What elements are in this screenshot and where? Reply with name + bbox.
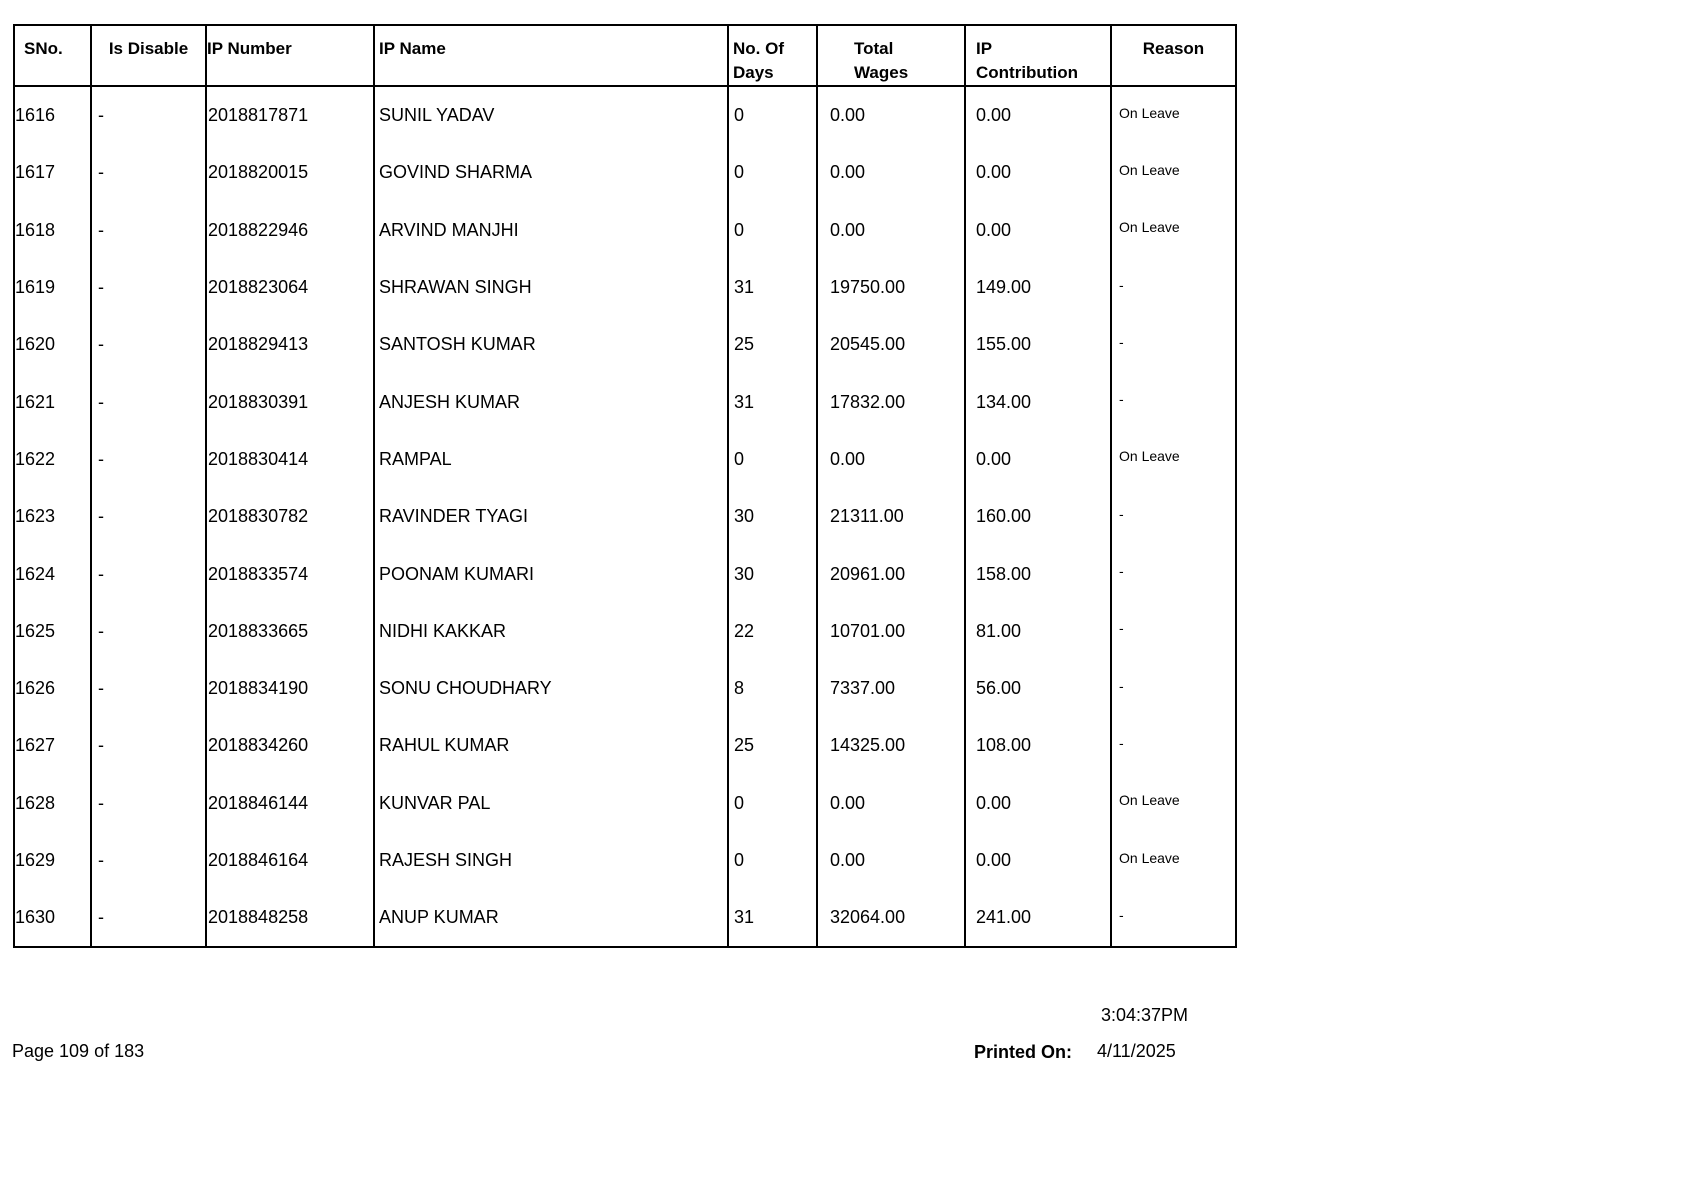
- cell-ip-name: RAJESH SINGH: [374, 832, 728, 889]
- cell-reason: On Leave: [1111, 431, 1236, 488]
- table-row: [14, 202, 1236, 259]
- cell-sno: 1629: [14, 832, 91, 889]
- cell-ip-number: 2018833574: [206, 545, 374, 602]
- cell-sno: 1622: [14, 431, 91, 488]
- header-ip-contribution: IP Contribution: [965, 25, 1111, 86]
- table-row: [14, 431, 1236, 488]
- cell-reason: -: [1111, 259, 1236, 316]
- cell-is-disable: -: [91, 889, 206, 947]
- cell-reason: -: [1111, 889, 1236, 947]
- printed-on-label: Printed On:: [974, 1042, 1072, 1062]
- cell-sno: 1623: [14, 488, 91, 545]
- cell-total-wages: 20545.00: [817, 316, 965, 373]
- cell-ip-name: SONU CHOUDHARY: [374, 660, 728, 717]
- cell-ip-name: ANUP KUMAR: [374, 889, 728, 947]
- cell-no-of-days: 22: [728, 603, 817, 660]
- cell-sno: 1616: [14, 86, 91, 144]
- cell-sno: 1621: [14, 373, 91, 430]
- cell-total-wages: 0.00: [817, 832, 965, 889]
- header-row: [14, 25, 1236, 86]
- cell-reason: -: [1111, 717, 1236, 774]
- cell-ip-number: 2018823064: [206, 259, 374, 316]
- cell-sno: 1625: [14, 603, 91, 660]
- cell-ip-contribution: 0.00: [965, 431, 1111, 488]
- cell-ip-name: ARVIND MANJHI: [374, 202, 728, 259]
- table-row: [14, 373, 1236, 430]
- cell-is-disable: -: [91, 144, 206, 201]
- cell-sno: 1626: [14, 660, 91, 717]
- cell-reason: On Leave: [1111, 86, 1236, 144]
- cell-ip-number: 2018846144: [206, 775, 374, 832]
- table-header: [14, 25, 1236, 86]
- cell-total-wages: 0.00: [817, 86, 965, 144]
- cell-sno: 1617: [14, 144, 91, 201]
- cell-sno: 1620: [14, 316, 91, 373]
- cell-sno: 1619: [14, 259, 91, 316]
- cell-ip-number: 2018822946: [206, 202, 374, 259]
- cell-is-disable: -: [91, 832, 206, 889]
- cell-no-of-days: 30: [728, 488, 817, 545]
- cell-ip-contribution: 155.00: [965, 316, 1111, 373]
- cell-total-wages: 0.00: [817, 202, 965, 259]
- cell-total-wages: 20961.00: [817, 545, 965, 602]
- cell-no-of-days: 31: [728, 373, 817, 430]
- cell-ip-name: ANJESH KUMAR: [374, 373, 728, 430]
- cell-total-wages: 0.00: [817, 431, 965, 488]
- cell-ip-number: 2018817871: [206, 86, 374, 144]
- header-no-of-days: No. Of Days: [728, 25, 817, 86]
- cell-sno: 1630: [14, 889, 91, 947]
- table-row: [14, 488, 1236, 545]
- cell-ip-contribution: 0.00: [965, 86, 1111, 144]
- cell-is-disable: -: [91, 488, 206, 545]
- cell-total-wages: 32064.00: [817, 889, 965, 947]
- table-row: [14, 603, 1236, 660]
- cell-ip-contribution: 0.00: [965, 202, 1111, 259]
- cell-no-of-days: 30: [728, 545, 817, 602]
- cell-ip-contribution: 108.00: [965, 717, 1111, 774]
- cell-is-disable: -: [91, 660, 206, 717]
- cell-total-wages: 10701.00: [817, 603, 965, 660]
- table-row: [14, 144, 1236, 201]
- cell-ip-name: NIDHI KAKKAR: [374, 603, 728, 660]
- cell-reason: -: [1111, 373, 1236, 430]
- cell-ip-name: POONAM KUMARI: [374, 545, 728, 602]
- table-row: [14, 832, 1236, 889]
- table-row: [14, 775, 1236, 832]
- cell-is-disable: -: [91, 545, 206, 602]
- cell-is-disable: -: [91, 373, 206, 430]
- header-reason: Reason: [1111, 25, 1236, 86]
- page-number: Page 109 of 183: [12, 1041, 145, 1061]
- cell-ip-number: 2018830391: [206, 373, 374, 430]
- cell-no-of-days: 0: [728, 832, 817, 889]
- cell-total-wages: 17832.00: [817, 373, 965, 430]
- cell-ip-contribution: 56.00: [965, 660, 1111, 717]
- cell-ip-number: 2018834260: [206, 717, 374, 774]
- cell-no-of-days: 25: [728, 717, 817, 774]
- cell-ip-number: 2018833665: [206, 603, 374, 660]
- cell-ip-number: 2018820015: [206, 144, 374, 201]
- cell-ip-name: SHRAWAN SINGH: [374, 259, 728, 316]
- header-sno: SNo.: [14, 25, 91, 86]
- cell-no-of-days: 0: [728, 431, 817, 488]
- cell-ip-name: KUNVAR PAL: [374, 775, 728, 832]
- header-total-wages: Total Wages: [817, 25, 965, 86]
- cell-is-disable: -: [91, 316, 206, 373]
- table-row: [14, 717, 1236, 774]
- cell-is-disable: -: [91, 259, 206, 316]
- cell-ip-number: 2018848258: [206, 889, 374, 947]
- print-date: 4/11/2025: [1097, 1041, 1176, 1061]
- cell-total-wages: 0.00: [817, 144, 965, 201]
- cell-total-wages: 19750.00: [817, 259, 965, 316]
- cell-no-of-days: 31: [728, 259, 817, 316]
- cell-ip-contribution: 158.00: [965, 545, 1111, 602]
- cell-no-of-days: 0: [728, 202, 817, 259]
- cell-is-disable: -: [91, 202, 206, 259]
- cell-sno: 1627: [14, 717, 91, 774]
- table-row: [14, 545, 1236, 602]
- cell-reason: On Leave: [1111, 202, 1236, 259]
- cell-ip-name: SUNIL YADAV: [374, 86, 728, 144]
- cell-ip-name: GOVIND SHARMA: [374, 144, 728, 201]
- cell-reason: On Leave: [1111, 775, 1236, 832]
- cell-ip-number: 2018829413: [206, 316, 374, 373]
- cell-ip-contribution: 0.00: [965, 775, 1111, 832]
- contribution-table: [13, 24, 1237, 948]
- cell-no-of-days: 25: [728, 316, 817, 373]
- cell-total-wages: 21311.00: [817, 488, 965, 545]
- cell-reason: -: [1111, 660, 1236, 717]
- print-time: 3:04:37PM: [1101, 1005, 1189, 1025]
- cell-reason: On Leave: [1111, 144, 1236, 201]
- header-is-disable: Is Disable: [91, 25, 206, 86]
- cell-is-disable: -: [91, 775, 206, 832]
- cell-ip-name: RAMPAL: [374, 431, 728, 488]
- cell-ip-number: 2018846164: [206, 832, 374, 889]
- table-row: [14, 86, 1236, 144]
- cell-is-disable: -: [91, 603, 206, 660]
- cell-no-of-days: 0: [728, 144, 817, 201]
- header-ip-name: IP Name: [374, 25, 728, 86]
- cell-sno: 1628: [14, 775, 91, 832]
- cell-ip-contribution: 134.00: [965, 373, 1111, 430]
- cell-ip-contribution: 81.00: [965, 603, 1111, 660]
- cell-reason: -: [1111, 316, 1236, 373]
- cell-no-of-days: 8: [728, 660, 817, 717]
- cell-reason: -: [1111, 603, 1236, 660]
- cell-total-wages: 14325.00: [817, 717, 965, 774]
- cell-total-wages: 0.00: [817, 775, 965, 832]
- cell-ip-contribution: 149.00: [965, 259, 1111, 316]
- cell-reason: -: [1111, 545, 1236, 602]
- cell-ip-number: 2018834190: [206, 660, 374, 717]
- cell-is-disable: -: [91, 717, 206, 774]
- cell-sno: 1624: [14, 545, 91, 602]
- table-row: [14, 316, 1236, 373]
- cell-is-disable: -: [91, 86, 206, 144]
- cell-ip-number: 2018830414: [206, 431, 374, 488]
- table-row: [14, 889, 1236, 947]
- cell-ip-number: 2018830782: [206, 488, 374, 545]
- cell-no-of-days: 0: [728, 86, 817, 144]
- cell-ip-contribution: 0.00: [965, 144, 1111, 201]
- header-ip-number: IP Number: [206, 25, 374, 86]
- cell-reason: -: [1111, 488, 1236, 545]
- cell-ip-name: SANTOSH KUMAR: [374, 316, 728, 373]
- cell-reason: On Leave: [1111, 832, 1236, 889]
- cell-no-of-days: 0: [728, 775, 817, 832]
- table-body: [14, 86, 1236, 947]
- cell-total-wages: 7337.00: [817, 660, 965, 717]
- cell-no-of-days: 31: [728, 889, 817, 947]
- cell-ip-contribution: 0.00: [965, 832, 1111, 889]
- cell-sno: 1618: [14, 202, 91, 259]
- cell-ip-contribution: 160.00: [965, 488, 1111, 545]
- cell-is-disable: -: [91, 431, 206, 488]
- table-row: [14, 259, 1236, 316]
- cell-ip-contribution: 241.00: [965, 889, 1111, 947]
- cell-ip-name: RAHUL KUMAR: [374, 717, 728, 774]
- table-row: [14, 660, 1236, 717]
- cell-ip-name: RAVINDER TYAGI: [374, 488, 728, 545]
